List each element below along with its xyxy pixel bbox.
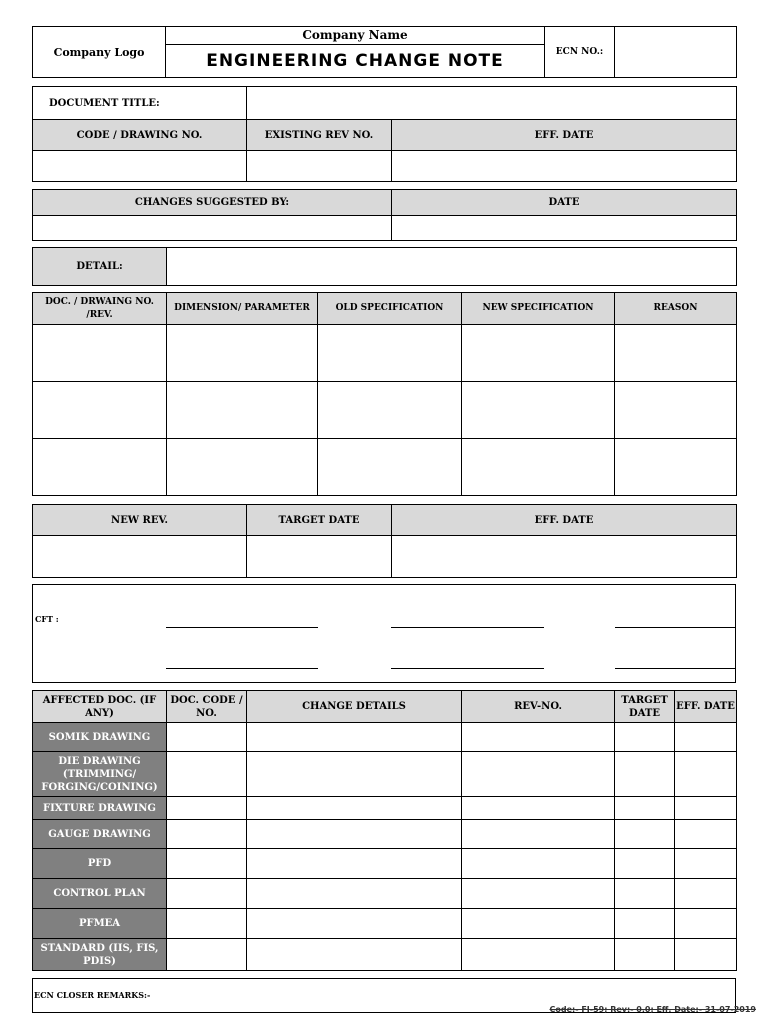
footer-code: Code:- FI-59; Rev:- 0.0; Eff. Date:- 31-07-2019 (549, 1005, 756, 1014)
spec-col-new: NEW SPECIFICATION (462, 293, 615, 325)
affected-cell[interactable] (167, 849, 247, 879)
affected-cell[interactable] (675, 752, 737, 797)
spec-row (33, 382, 737, 439)
affected-cell[interactable] (615, 909, 675, 939)
affected-cell[interactable] (615, 939, 675, 971)
table-row (33, 939, 737, 971)
company-name: Company Name (166, 27, 545, 45)
affected-cell[interactable] (167, 723, 247, 752)
affected-cell[interactable] (247, 909, 462, 939)
target-date-field[interactable] (247, 536, 392, 578)
spec-cell[interactable] (33, 325, 167, 382)
form-title: ENGINEERING CHANGE NOTE (166, 45, 545, 78)
spec-cell[interactable] (167, 382, 318, 439)
new-rev-label: NEW REV. (33, 505, 247, 536)
affected-cell[interactable] (247, 723, 462, 752)
affected-cell[interactable] (167, 797, 247, 820)
affected-cell[interactable] (615, 752, 675, 797)
spec-cell[interactable] (615, 382, 737, 439)
affected-cell[interactable] (675, 723, 737, 752)
affected-cell[interactable] (462, 797, 615, 820)
spec-cell[interactable] (615, 439, 737, 496)
affected-doc-label: SOMIK DRAWING (33, 723, 167, 752)
company-logo: Company Logo (33, 27, 166, 78)
detail-field[interactable] (167, 248, 737, 286)
affected-doc-label: PFMEA (33, 909, 167, 939)
spec-col-doc: DOC. / DRWAING NO. /REV. (33, 293, 167, 325)
affected-col-code: DOC. CODE / NO. (167, 691, 247, 723)
affected-cell[interactable] (462, 879, 615, 909)
spec-row (33, 439, 737, 496)
affected-cell[interactable] (462, 939, 615, 971)
new-rev-field[interactable] (33, 536, 247, 578)
rev-eff-date-label: EFF. DATE (392, 505, 737, 536)
spec-cell[interactable] (318, 382, 462, 439)
spec-table (32, 292, 737, 496)
table-row (33, 909, 737, 939)
cft-signature-line[interactable] (391, 668, 544, 669)
affected-doc-label: CONTROL PLAN (33, 879, 167, 909)
remarks-label: ECN CLOSER REMARKS:- (34, 990, 151, 1000)
affected-cell[interactable] (462, 909, 615, 939)
spec-cell[interactable] (318, 439, 462, 496)
eff-date-label: EFF. DATE (392, 120, 737, 151)
affected-cell[interactable] (247, 820, 462, 849)
document-table (32, 86, 737, 182)
cft-signature-line[interactable] (391, 627, 544, 628)
affected-cell[interactable] (675, 820, 737, 849)
affected-cell[interactable] (675, 909, 737, 939)
target-date-label: TARGET DATE (247, 505, 392, 536)
existing-rev-field[interactable] (247, 151, 392, 182)
affected-cell[interactable] (462, 752, 615, 797)
affected-cell[interactable] (615, 849, 675, 879)
detail-table (32, 247, 737, 286)
table-row (33, 849, 737, 879)
affected-cell[interactable] (167, 879, 247, 909)
affected-cell[interactable] (675, 797, 737, 820)
changes-suggested-label: CHANGES SUGGESTED BY: (33, 190, 392, 216)
affected-cell[interactable] (247, 879, 462, 909)
changes-date-label: DATE (392, 190, 737, 216)
affected-cell[interactable] (167, 909, 247, 939)
cft-signature-line[interactable] (166, 627, 318, 628)
affected-cell[interactable] (615, 723, 675, 752)
detail-label: DETAIL: (33, 248, 167, 286)
spec-cell[interactable] (167, 325, 318, 382)
document-title-field[interactable] (247, 87, 737, 120)
changes-suggested-field[interactable] (33, 216, 392, 241)
spec-cell[interactable] (167, 439, 318, 496)
affected-cell[interactable] (247, 849, 462, 879)
affected-col-rev: REV-NO. (462, 691, 615, 723)
spec-row (33, 325, 737, 382)
spec-cell[interactable] (615, 325, 737, 382)
affected-cell[interactable] (247, 939, 462, 971)
spec-cell[interactable] (33, 439, 167, 496)
spec-cell[interactable] (462, 439, 615, 496)
affected-cell[interactable] (615, 879, 675, 909)
affected-cell[interactable] (675, 879, 737, 909)
code-drawing-field[interactable] (33, 151, 247, 182)
table-row (33, 879, 737, 909)
affected-col-eff: EFF. DATE (675, 691, 737, 723)
affected-col-details: CHANGE DETAILS (247, 691, 462, 723)
table-row (33, 723, 737, 752)
affected-cell[interactable] (247, 797, 462, 820)
spec-cell[interactable] (462, 382, 615, 439)
affected-cell[interactable] (462, 820, 615, 849)
revision-table (32, 504, 737, 578)
spec-col-old: OLD SPECIFICATION (318, 293, 462, 325)
rev-eff-date-field[interactable] (392, 536, 737, 578)
ecn-no-label: ECN NO.: (545, 27, 615, 78)
affected-cell[interactable] (167, 820, 247, 849)
affected-doc-label: GAUGE DRAWING (33, 820, 167, 849)
affected-docs-table (32, 690, 737, 971)
ecn-no-field[interactable] (615, 27, 737, 78)
spec-col-dimension: DIMENSION/ PARAMETER (167, 293, 318, 325)
spec-cell[interactable] (318, 325, 462, 382)
table-row (33, 752, 737, 797)
header-table (32, 26, 737, 78)
cft-signature-line[interactable] (615, 627, 735, 628)
affected-cell[interactable] (675, 849, 737, 879)
document-title-label: DOCUMENT TITLE: (33, 87, 247, 120)
code-drawing-label: CODE / DRAWING NO. (33, 120, 247, 151)
affected-doc-label: STANDARD (IIS, FIS, PDIS) (33, 939, 167, 971)
affected-doc-label: DIE DRAWING (TRIMMING/ FORGING/COINING) (33, 752, 167, 797)
table-row (33, 797, 737, 820)
affected-doc-label: FIXTURE DRAWING (33, 797, 167, 820)
cft-signature-line[interactable] (615, 668, 735, 669)
cft-label: CFT : (35, 614, 59, 624)
affected-cell[interactable] (167, 939, 247, 971)
spec-col-reason: REASON (615, 293, 737, 325)
changes-table (32, 189, 737, 241)
affected-cell[interactable] (615, 797, 675, 820)
table-row (33, 820, 737, 849)
affected-cell[interactable] (615, 820, 675, 849)
spec-cell[interactable] (33, 382, 167, 439)
affected-doc-label: PFD (33, 849, 167, 879)
existing-rev-label: EXISTING REV NO. (247, 120, 392, 151)
cft-section (32, 584, 736, 683)
affected-cell[interactable] (167, 752, 247, 797)
affected-col-target: TARGET DATE (615, 691, 675, 723)
affected-cell[interactable] (462, 849, 615, 879)
eff-date-field[interactable] (392, 151, 737, 182)
affected-col-doc: AFFECTED DOC. (IF ANY) (33, 691, 167, 723)
affected-cell[interactable] (675, 939, 737, 971)
affected-cell[interactable] (247, 752, 462, 797)
affected-cell[interactable] (462, 723, 615, 752)
changes-date-field[interactable] (392, 216, 737, 241)
spec-cell[interactable] (462, 325, 615, 382)
cft-signature-line[interactable] (166, 668, 318, 669)
